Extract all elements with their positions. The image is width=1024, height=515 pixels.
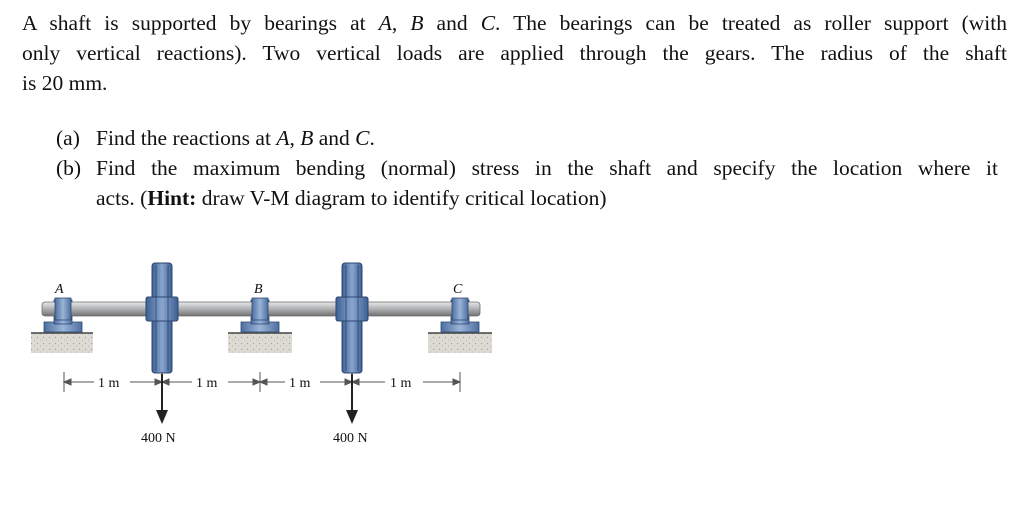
load-label-1: 400 N [141, 431, 176, 446]
part-b-text-1: Find the maximum bending (normal) stress in the shaft and specify the location where it [96, 156, 998, 180]
hint-label: Hint: [147, 186, 197, 210]
problem-line-3: is 20 mm. [22, 71, 108, 95]
part-a-text: Find the reactions at A, B and C. [96, 126, 375, 150]
problem-line-2: only vertical reactions). Two vertical loads are applied through the gears. The radius of the shaft [22, 41, 1007, 65]
part-a-label: (a) [56, 126, 80, 150]
problem-line-1: A shaft is supported by bearings at A, B and C. The bearings can be treated as roller support (with [22, 11, 1008, 35]
ground-c [428, 333, 492, 353]
gear-2 [336, 263, 368, 373]
load-label-2: 400 N [333, 431, 368, 446]
span-label-3: 1 m [289, 376, 311, 391]
support-label-b: B [254, 282, 263, 297]
span-label-2: 1 m [196, 376, 218, 391]
part-b-label: (b) [56, 156, 82, 180]
part-b-text-2: acts. (Hint: draw V-M diagram to identify critical location) [96, 186, 607, 210]
support-label-c: C [453, 282, 463, 297]
ground-b [228, 333, 292, 353]
span-label-1: 1 m [98, 376, 120, 391]
span-label-4: 1 m [390, 376, 412, 391]
gear-1 [146, 263, 178, 373]
support-label-a: A [55, 282, 64, 297]
ground-a [31, 333, 93, 353]
